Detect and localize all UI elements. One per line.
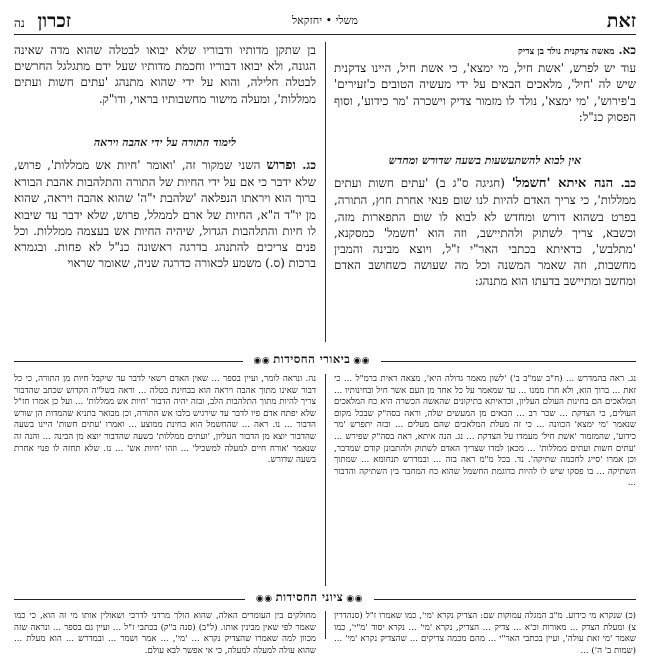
header-left-title	[14, 10, 71, 33]
ornament-icon: ◉◉	[255, 594, 273, 604]
header-rule	[14, 34, 636, 35]
section-heading-right: אין לבוא להשתעשעות בשעה שדורש ומחדש	[388, 154, 582, 168]
main-paragraph-22	[334, 175, 636, 289]
notes-right-column: (כ) שנקרא מי כידוע. מ"ב המגלה עמוקות שם: הצדיק נקרא 'מי', כמו שאמרו ז"ל (סנהדרין צ) ומעלת הצדק ... מאורות וכ'א ... צדיק ... הצדיק, נקרא 'מי' ... נקרא יסוד 'מ"י', כמו שאמר 'מי זאת עולה', ועיין בכתבי האר"י ... מהם מכמה צדיקים ... שהצדיק נקרא 'מי' ... (שמות ב' ה') ...	[334, 611, 636, 656]
ornament-icon: ◉◉	[253, 356, 271, 366]
commentary-title: ביאורי החסידות	[273, 352, 351, 366]
main-paragraph-21	[334, 42, 636, 125]
commentary-right-column: נג. ראה בהמדרש ... (ח"ב שמ"ב ב') 'לשון מאמר גדולה היא', מצאה דאית ברמ"ל ... כי זאת ... ברוך הוא, ולא חרז ממנו ... עד שמאמר על כל אחד מן העם אשר חיל ובחינותיו ... המלאכים הם בחינות העולם העליון, וכדאיתא בתיקונים שהאשה הכשרה היא כח המלאכים העולים, כי הצדקת ... שכר רב ... הבאים מן המעשים שלה, וראה בסה"ק שבכל מקום שנאמר 'מי ימצא' הכוונה ... כי זה מעלת המלאכים שהם מעלים ... ובזה יתפרש 'מר כידוע', שהמזמור 'אשת חיל' מעמדו על הצדקת ... נג. הנה איתא, ראה בסה"ק שפירש ... 'עתים חשות ועתים ממללות' ... מכאן למדו שצריך האדם לשתוק ולהתבונן קודם שמדבר, וכן אמרו 'סייג לחכמה שתיקה'. נד. בכל מ"מ ראה בזה ... ובמדרש תנחומא ... שמתוך השתיקה ... בו פסקו שיש לו להיות כדוגמת החשמל שהוא כח המחבר בין השתיקה והדבור ...	[334, 374, 636, 489]
commentary-divider	[14, 352, 636, 370]
paragraph-text: השני שמקור זה, 'ואומר 'חיות אש ממללות', פרוש, שלא ידבר כי אם על ידי החיות של התורה והתלהבות אהבת הבורא ברוך הוא ויראתו הנפלאה 'שלהבת י"ה' שהוא אהבה ויראה, שהוא מן יו"ד ה"א, החיות של ארם לממלל, פרוש, שלא ידבר עד שיבוא לו חיות והתלהבות הגדול, שיהיה החיות אש בעצמה ממללות. וכל פנים צריכים להתנהג בדרגה ראשונה כנ"ל לא פחות. ובגמרא ברכות (ס.) משמע לכאורה כדרגה שניה, שאומר שראוי	[14, 158, 316, 271]
paragraph-number: כג.	[295, 158, 317, 173]
section-heading-left: לימוד התורה על ידי אהבה ויראה	[93, 135, 237, 149]
header-center-title: משלי • יחזקאל	[292, 14, 358, 27]
notes-column-separator	[325, 611, 326, 639]
page-number: נה	[14, 16, 25, 30]
paragraph-number: כא.	[614, 43, 636, 57]
paragraph-text: עוד יש לפרש, 'אשת חיל, מי ימצא', כי אשת חיל, היינו צדקנית שיש לה 'חיל', מלאכים הבאים על ידי מעשיה הטובים כ'זעירים' ב'פירוש', 'מי ימצא', נולד לו מזמור צדיק וישכרה 'מר כידוע', וסוף הפסוק כנ"ל:	[334, 61, 636, 124]
notes-divider	[14, 590, 636, 608]
notes-title: ציוני החסידות	[275, 590, 344, 604]
main-text-right-column	[334, 42, 636, 348]
header-right-title: זאת	[606, 10, 636, 32]
paragraph-heading: ופרוש	[266, 158, 296, 174]
column-separator	[325, 42, 326, 342]
paragraph-heading: מאשה צדקנית נולד בן צדיק	[517, 47, 615, 57]
commentary-divider-label	[243, 352, 381, 366]
commentary-left-column: נה. ונראה לומר, ועיין בספר ... שאין האדם רשאי לדבר עד שיקבל חיות מן התורה, כי כל דבור שאינו מתוך אהבה ויראה הוא בבחינת בטלה ... וראה בשל"ה הקדוש שכתב שהדבור צריך להיות מתוך התלהבות הלב, ובזה יהיה הדבור 'חיות אש ממללות' ... ועל כן אמרו חז"ל שלא יפתח אדם פיו לדבר עד שירגיש בלבו אש התורה, וכן מבואר בתניא שהמדות הן שורש הדבור ... נו. ראה ... שהחשמל הוא בחינת ממוצע ... ואמרו 'עתים חשות' היינו בשעה שהדבור יוצא מן הדבור העליון, 'ועתים ממללות' בשעה שהדבור יוצא מן הבינה ... והנה זה שנאמר 'אורח חיים למעלה למשכיל' ... וזהו 'חיות אש' ... נז. שלא תחזה לו פנוי אחרת בשעה שדורש.	[14, 374, 316, 466]
commentary-column-separator	[325, 374, 326, 586]
paragraph-number: כב.	[613, 176, 636, 191]
main-paragraph-23	[14, 157, 316, 271]
main-paragraph-continued: בן שתקן מדותיו ודבוריו שלא יבואו לבטלה שהוא מדה שאינה הגונה, ולא יבואו דבוריו וחכמת מדותיו שעל ידם מתגלגל החרשים לבטלה חלילה, והוא על ידי שהוא מתנהג 'עתים חשות ועתים ממללות', ומעלה מישור מחשבותיו בראוי, ודו"ק.	[14, 43, 316, 106]
ornament-icon: ◉◉	[353, 356, 370, 366]
notes-divider-label	[245, 590, 374, 604]
header-left-title-text: זכרון	[37, 10, 72, 32]
paragraph-text: (חגיגה ס"ג ב) 'עתים חשות ועתים ממללות', כי צריך האדם להיות לנו שום פנאי אחרת חוץ, התורה, בפרט בשהוא דורש ומחדש לא לבוא לו שום התפארות מזה, וכשבא, צריך לשתוק ולהתיישב, וזה הוא 'חשמל' כמסקנא, 'מתלבש', כדאיתא בכתבי האר"י ז"ל, ויוצא מבינה והמבין מחשבות, וזה שאמר המשנה וכל מה שעושה כשחושב האדם ומחשב ומתיישב בדעתו הוא מתנהג:	[334, 176, 636, 289]
running-header	[14, 8, 636, 34]
ornament-icon: ◉◉	[346, 594, 363, 604]
book-page	[14, 8, 636, 656]
notes-left-column: מחולקים בין העומרים האלה, שהוא הולך מרדני לדרכי ושאולין אותו מי זה הוא, כי כמו שאמר לפי שאין מבינין אותו. (ל"ב) (סנה ב"ק) בכתבי ז"ל ... ועיין גם בספר ... ונראה שזה מכוון למה שאמרו שהצדיק נקרא ... 'מי', ... אמר ושמר ... ובמדרש ... הוא מעלת ... שהוא עולה למעלה למעלה, כי אי אפשר לבא עולם.	[14, 611, 316, 656]
paragraph-heading: הנה איתא 'חשמל'	[511, 176, 614, 192]
main-text-left-column	[14, 42, 316, 348]
